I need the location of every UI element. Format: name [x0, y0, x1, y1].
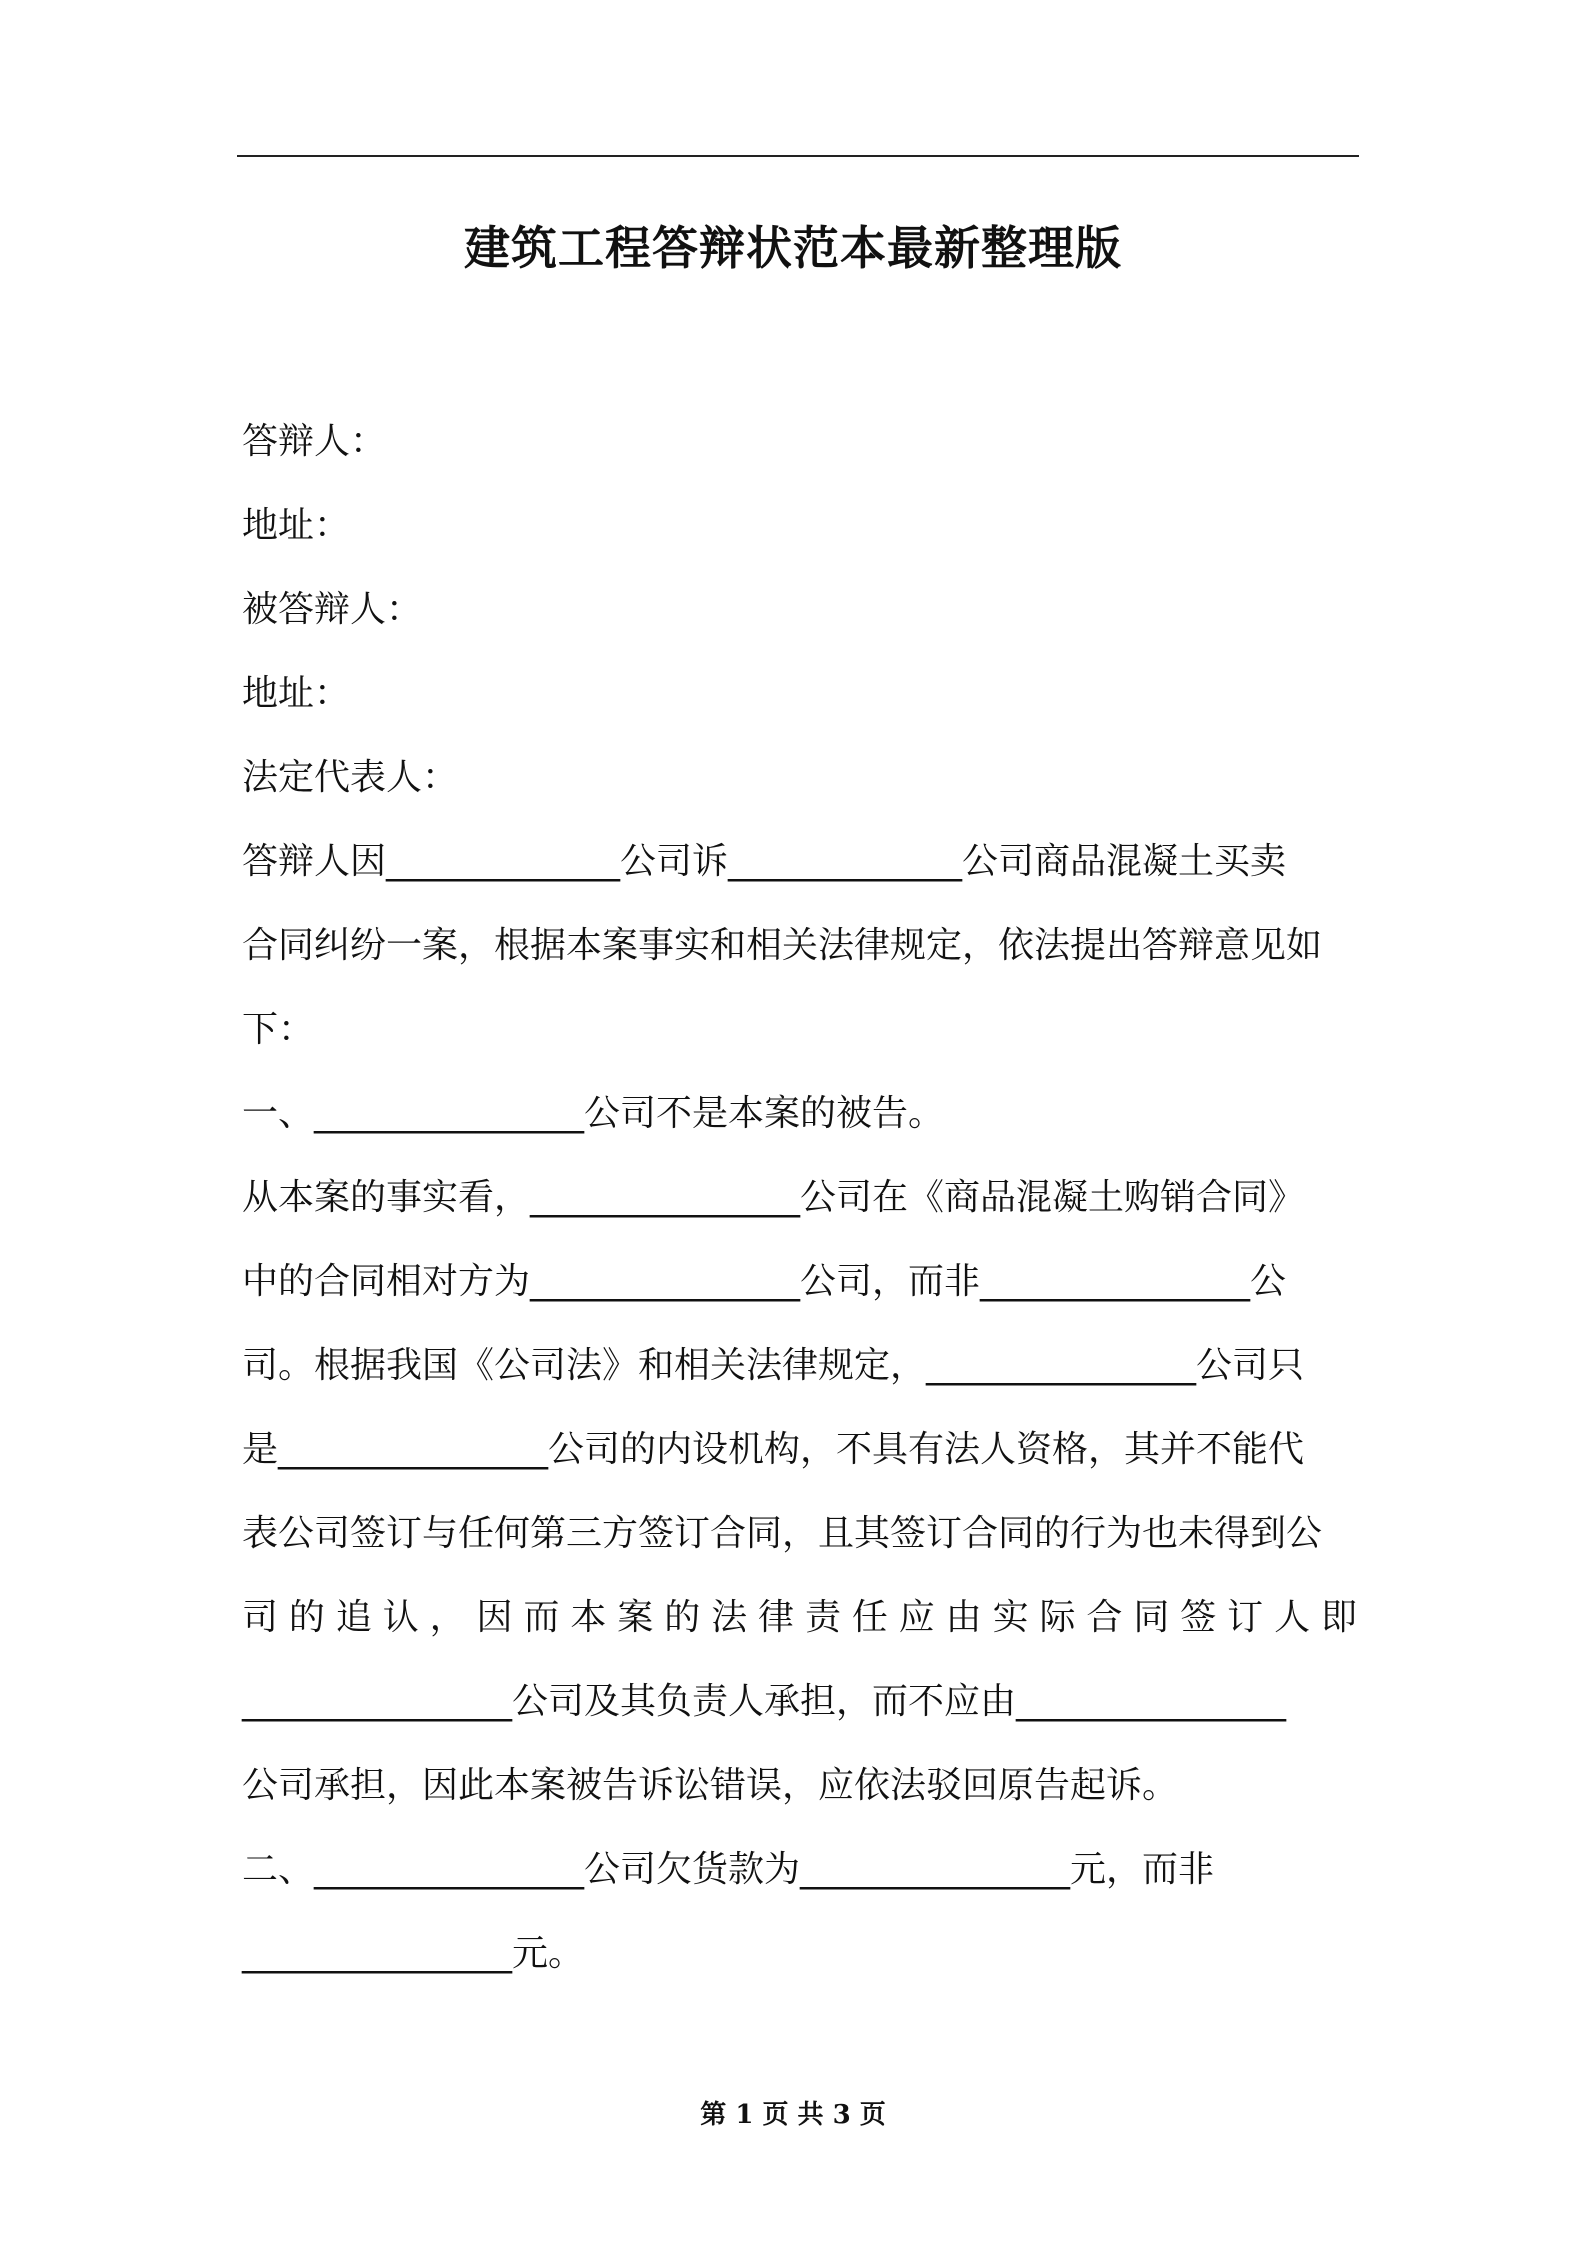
paragraph-line: 从本案的事实看，_______________公司在《商品混凝土购销合同》 [242, 1177, 1305, 1218]
paragraph-line: 司的追认，因而本案的法律责任应由实际合同签订人即 [242, 1597, 1357, 1638]
respondent-line: 答辩人： [242, 421, 387, 462]
paragraph-line: 公司承担，因此本案被告诉讼错误，应依法驳回原告起诉。 [242, 1765, 1179, 1806]
claimant-address-line: 地址： [242, 673, 351, 714]
paragraph-line: 表公司签订与任何第三方签订合同，且其签订合同的行为也未得到公 [242, 1513, 1323, 1554]
section-heading-one: 一、_______________公司不是本案的被告。 [242, 1093, 945, 1134]
paragraph-line: 答辩人因_____________公司诉_____________公司商品混凝土买卖 [242, 841, 1287, 882]
paragraph-line: 是_______________公司的内设机构，不具有法人资格，其并不能代 [242, 1429, 1305, 1470]
header-rule [237, 155, 1359, 157]
respondent-address-line: 地址： [242, 505, 351, 546]
paragraph-line: _______________公司及其负责人承担，而不应由_______________ [242, 1681, 1287, 1722]
paragraph-line: 下： [242, 1009, 315, 1050]
claimant-line: 被答辩人： [242, 589, 423, 630]
page-number-footer: 第 1 页 共 3 页 [700, 2100, 886, 2130]
paragraph-line: 司。根据我国《公司法》和相关法律规定，_______________公司只 [242, 1345, 1305, 1386]
paragraph-line: 合同纠纷一案，根据本案事实和相关法律规定，依法提出答辩意见如 [242, 925, 1323, 966]
document-title: 建筑工程答辩状范本最新整理版 [464, 221, 1122, 275]
paragraph-line: _______________元。 [242, 1933, 585, 1974]
paragraph-line: 中的合同相对方为_______________公司，而非_______________公 [242, 1261, 1287, 1302]
document-body [242, 400, 1357, 1996]
section-heading-two: 二、_______________公司欠货款为_______________元，而非 [242, 1849, 1215, 1890]
legal-representative-line: 法定代表人： [242, 757, 459, 798]
